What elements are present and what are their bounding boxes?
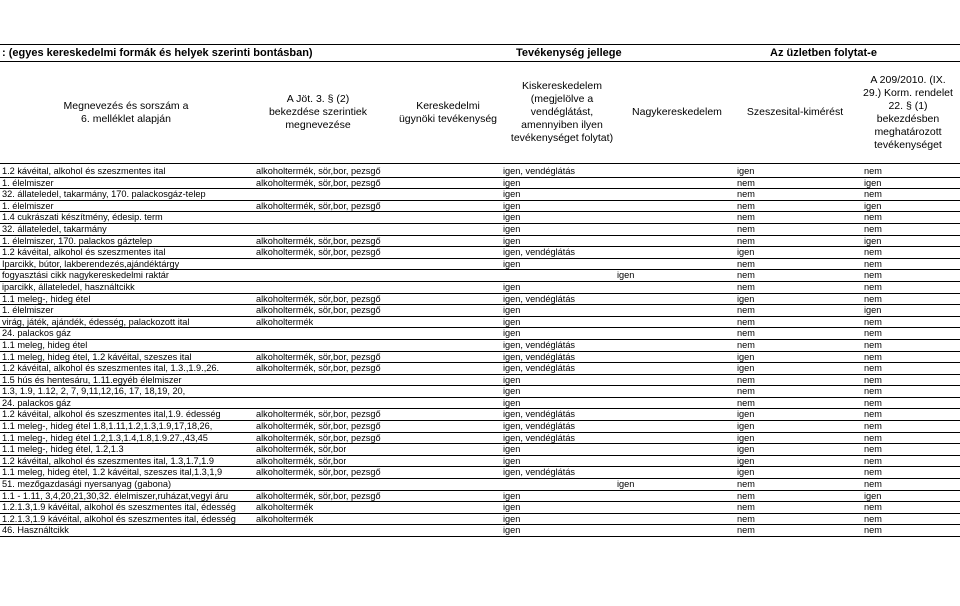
cell-megnevezes: 1.2 kávéital, alkohol és szeszmentes ital: [2, 166, 166, 176]
cell-szeszesital: igen: [737, 455, 755, 466]
cell-kiskereskedelem: igen: [503, 525, 521, 536]
cell-szeszesital: nem: [737, 281, 755, 292]
cell-kiskereskedelem: igen: [503, 258, 521, 269]
cell-szeszesital: nem: [737, 212, 755, 223]
cell-kiskereskedelem: igen, vendéglátás: [503, 339, 576, 350]
cell-megnevezes: 1.1 meleg-, hideg étel: [2, 293, 91, 304]
cell-korm-rendelet: igen: [864, 200, 882, 211]
cell-korm-rendelet: nem: [864, 444, 882, 455]
cell-szeszesital: nem: [737, 235, 755, 246]
cell-korm-rendelet: nem: [864, 166, 882, 176]
cell-kiskereskedelem: igen: [503, 490, 521, 501]
blank-top-area: [0, 0, 960, 44]
cell-szeszesital: nem: [737, 328, 755, 339]
cell-jot: alkoholtermék, sör,bor, pezsgő: [256, 409, 381, 420]
cell-jot: alkoholtermék, sör,bor, pezsgő: [256, 467, 381, 478]
table-row: [0, 398, 960, 410]
cell-nagykereskedelem: igen: [617, 270, 635, 281]
table-row: [0, 409, 960, 421]
cell-kiskereskedelem: igen, vendéglátás: [503, 166, 576, 176]
cell-kiskereskedelem: igen: [503, 200, 521, 211]
cell-megnevezes: 32. állateledel, takarmány: [2, 223, 107, 234]
cell-korm-rendelet: nem: [864, 525, 882, 536]
cell-megnevezes: 1.4 cukrászati készítmény, édesip. term: [2, 212, 163, 223]
cell-korm-rendelet: nem: [864, 421, 882, 432]
table-row: [0, 479, 960, 491]
table-row: [0, 328, 960, 340]
cell-megnevezes: 1. élelmiszer: [2, 305, 54, 316]
table-row: [0, 178, 960, 190]
cell-szeszesital: igen: [737, 363, 755, 374]
cell-megnevezes: 32. állateledel, takarmány, 170. palackosgáz-telep: [2, 189, 206, 200]
cell-kiskereskedelem: igen: [503, 189, 521, 200]
cell-korm-rendelet: nem: [864, 212, 882, 223]
table-row: [0, 467, 960, 479]
cell-kiskereskedelem: igen: [503, 177, 521, 188]
cell-jot: alkoholtermék, sör,bor, pezsgő: [256, 490, 381, 501]
cell-szeszesital: igen: [737, 247, 755, 258]
cell-megnevezes: 1.1 meleg, hideg étel: [2, 339, 88, 350]
cell-megnevezes: 1.2.1.3,1.9 kávéital, alkohol és szeszmentes ital, édesség: [2, 513, 236, 524]
table-row: [0, 236, 960, 248]
cell-kiskereskedelem: igen, vendéglátás: [503, 421, 576, 432]
cell-jot: alkoholtermék: [256, 502, 314, 513]
header-divider: [0, 163, 960, 164]
cell-korm-rendelet: nem: [864, 351, 882, 362]
cell-korm-rendelet: nem: [864, 270, 882, 281]
cell-szeszesital: nem: [737, 316, 755, 327]
table-row: [0, 212, 960, 224]
cell-korm-rendelet: nem: [864, 293, 882, 304]
cell-megnevezes: 1.1 meleg, hideg étel, 1.2 kávéital, szeszes ital,1.3,1,9: [2, 467, 223, 478]
cell-kiskereskedelem: igen: [503, 223, 521, 234]
cell-szeszesital: nem: [737, 258, 755, 269]
header-ugynoki: Kereskedelmi ügynöki tevékenység: [398, 99, 498, 125]
cell-szeszesital: igen: [737, 351, 755, 362]
cell-megnevezes: 1.2 kávéital, alkohol és szeszmentes ital,1.9. édesség: [2, 409, 221, 420]
table-row: [0, 305, 960, 317]
cell-szeszesital: nem: [737, 525, 755, 536]
cell-szeszesital: igen: [737, 166, 755, 176]
table-row: [0, 282, 960, 294]
table-row: [0, 491, 960, 503]
table-row: [0, 514, 960, 526]
table-row: [0, 270, 960, 282]
cell-kiskereskedelem: igen: [503, 386, 521, 397]
cell-korm-rendelet: igen: [864, 235, 882, 246]
cell-kiskereskedelem: igen: [503, 444, 521, 455]
table-row: [0, 340, 960, 352]
cell-jot: alkoholtermék: [256, 513, 314, 524]
cell-szeszesital: nem: [737, 189, 755, 200]
cell-megnevezes: 1.1 meleg-, hideg étel 1.2,1.3,1.4,1.8,1.9.27.,43,45: [2, 432, 208, 443]
cell-szeszesital: igen: [737, 467, 755, 478]
cell-korm-rendelet: nem: [864, 258, 882, 269]
cell-megnevezes: 1.1 meleg, hideg étel, 1.2 kávéital, szeszes ital: [2, 351, 192, 362]
cell-jot: alkoholtermék, sör,bor, pezsgő: [256, 247, 381, 258]
cell-korm-rendelet: nem: [864, 247, 882, 258]
cell-kiskereskedelem: igen: [503, 374, 521, 385]
cell-kiskereskedelem: igen: [503, 212, 521, 223]
cell-korm-rendelet: nem: [864, 281, 882, 292]
cell-megnevezes: 1.1 meleg-, hideg étel 1.8,1.11,1.2,1.3,1.9,17,18,26,: [2, 421, 213, 432]
cell-korm-rendelet: nem: [864, 328, 882, 339]
table-row: [0, 433, 960, 445]
table-row: [0, 525, 960, 537]
cell-megnevezes: 1.2.1.3,1.9 kávéital, alkohol és szeszmentes ital, édesség: [2, 502, 236, 513]
cell-kiskereskedelem: igen, vendéglátás: [503, 432, 576, 443]
cell-kiskereskedelem: igen, vendéglátás: [503, 467, 576, 478]
cell-jot: alkoholtermék: [256, 316, 314, 327]
band-middle-label: Tevékenység jellege: [516, 47, 622, 59]
data-table: [0, 166, 960, 537]
table-row: [0, 386, 960, 398]
cell-korm-rendelet: nem: [864, 223, 882, 234]
cell-megnevezes: fogyasztási cikk nagykereskedelmi raktár: [2, 270, 169, 281]
cell-megnevezes: 1.2 kávéital, alkohol és szeszmentes ital: [2, 247, 166, 258]
cell-jot: alkoholtermék, sör,bor, pezsgő: [256, 363, 381, 374]
cell-jot: alkoholtermék, sör,bor, pezsgő: [256, 305, 381, 316]
cell-kiskereskedelem: igen, vendéglátás: [503, 351, 576, 362]
cell-kiskereskedelem: igen: [503, 513, 521, 524]
table-row: [0, 189, 960, 201]
section-header-band: [0, 44, 960, 62]
cell-szeszesital: nem: [737, 270, 755, 281]
cell-kiskereskedelem: igen: [503, 281, 521, 292]
cell-megnevezes: iparcikk, állateledel, használtcikk: [2, 281, 135, 292]
header-megnevezes: Megnevezés és sorszám a 6. melléklet alapján: [63, 99, 189, 125]
cell-jot: alkoholtermék, sör,bor, pezsgő: [256, 421, 381, 432]
cell-jot: alkoholtermék, sör,bor, pezsgő: [256, 235, 381, 246]
cell-szeszesital: igen: [737, 432, 755, 443]
cell-megnevezes: virág, játék, ajándék, édesség, palackozott ital: [2, 316, 190, 327]
header-szeszesital: Szeszesital-kimérést: [746, 106, 844, 118]
cell-jot: alkoholtermék, sör,bor, pezsgő: [256, 293, 381, 304]
cell-korm-rendelet: nem: [864, 386, 882, 397]
cell-nagykereskedelem: igen: [617, 479, 635, 490]
cell-kiskereskedelem: igen, vendéglátás: [503, 363, 576, 374]
cell-jot: alkoholtermék, sör,bor: [256, 444, 347, 455]
cell-megnevezes: Iparcikk, bútor, lakberendezés,ajándéktárgy: [2, 258, 180, 269]
header-kiskereskedelem: Kiskereskedelem (megjelölve a vendéglátást, amennyiben ilyen tevékenységet folytat): [510, 80, 614, 144]
table-row: [0, 294, 960, 306]
cell-megnevezes: 46. Használtcikk: [2, 525, 69, 536]
cell-szeszesital: nem: [737, 479, 755, 490]
cell-jot: alkoholtermék, sör,bor, pezsgő: [256, 432, 381, 443]
cell-kiskereskedelem: igen: [503, 316, 521, 327]
cell-jot: alkoholtermék, sör,bor, pezsgő: [256, 177, 381, 188]
cell-korm-rendelet: nem: [864, 479, 882, 490]
cell-jot: alkoholtermék, sör,bor, pezsgő: [256, 166, 381, 176]
table-row: [0, 456, 960, 468]
cell-korm-rendelet: nem: [864, 513, 882, 524]
cell-korm-rendelet: igen: [864, 305, 882, 316]
cell-korm-rendelet: nem: [864, 363, 882, 374]
cell-korm-rendelet: nem: [864, 339, 882, 350]
header-jot: A Jöt. 3. § (2) bekezdése szerintiek megnevezése: [268, 93, 368, 131]
cell-szeszesital: nem: [737, 305, 755, 316]
cell-korm-rendelet: igen: [864, 177, 882, 188]
cell-megnevezes: 1.1 meleg-, hideg étel, 1.2,1.3: [2, 444, 124, 455]
cell-kiskereskedelem: igen: [503, 328, 521, 339]
cell-korm-rendelet: nem: [864, 374, 882, 385]
cell-szeszesital: nem: [737, 374, 755, 385]
cell-szeszesital: nem: [737, 223, 755, 234]
cell-megnevezes: 1. élelmiszer: [2, 177, 54, 188]
table-row: [0, 502, 960, 514]
table-row: [0, 166, 960, 178]
cell-megnevezes: 24. palackos gáz: [2, 328, 71, 339]
cell-korm-rendelet: nem: [864, 455, 882, 466]
cell-szeszesital: nem: [737, 339, 755, 350]
cell-jot: alkoholtermék, sör,bor: [256, 455, 347, 466]
cell-szeszesital: nem: [737, 386, 755, 397]
cell-jot: alkoholtermék, sör,bor, pezsgő: [256, 200, 381, 211]
band-left-label: : (egyes kereskedelmi formák és helyek szerinti bontásban): [2, 47, 313, 59]
cell-szeszesital: nem: [737, 490, 755, 501]
cell-kiskereskedelem: igen: [503, 397, 521, 408]
cell-szeszesital: igen: [737, 409, 755, 420]
table-row: [0, 224, 960, 236]
cell-megnevezes: 24. palackos gáz: [2, 397, 71, 408]
cell-kiskereskedelem: igen: [503, 502, 521, 513]
cell-szeszesital: nem: [737, 502, 755, 513]
band-right-label: Az üzletben folytat-e: [770, 47, 877, 59]
cell-kiskereskedelem: igen, vendéglátás: [503, 293, 576, 304]
cell-megnevezes: 1.2 kávéital, alkohol és szeszmentes ital, 1.3.,1.9.,26.: [2, 363, 220, 374]
cell-megnevezes: 1.2 kávéital, alkohol és szeszmentes ital, 1.3,1.7,1.9: [2, 455, 214, 466]
cell-megnevezes: 1.5 hús és hentesáru, 1.11.egyéb élelmiszer: [2, 374, 182, 385]
cell-megnevezes: 1. élelmiszer: [2, 200, 54, 211]
cell-szeszesital: igen: [737, 444, 755, 455]
table-row: [0, 201, 960, 213]
cell-megnevezes: 1.3, 1.9, 1.12, 2, 7, 9,11,12,16, 17, 18,19, 20,: [2, 386, 186, 397]
table-row: [0, 375, 960, 387]
table-row: [0, 247, 960, 259]
cell-szeszesital: igen: [737, 293, 755, 304]
table-row: [0, 444, 960, 456]
table-row: [0, 317, 960, 329]
cell-korm-rendelet: nem: [864, 316, 882, 327]
cell-szeszesital: igen: [737, 421, 755, 432]
cell-korm-rendelet: nem: [864, 409, 882, 420]
cell-korm-rendelet: nem: [864, 502, 882, 513]
cell-kiskereskedelem: igen: [503, 235, 521, 246]
cell-szeszesital: nem: [737, 397, 755, 408]
cell-korm-rendelet: nem: [864, 189, 882, 200]
table-row: [0, 421, 960, 433]
cell-megnevezes: 1.1 - 1.11, 3,4,20,21,30,32. élelmiszer,ruházat,vegyi áru: [2, 490, 229, 501]
table-row: [0, 352, 960, 364]
table-row: [0, 259, 960, 271]
cell-korm-rendelet: nem: [864, 397, 882, 408]
cell-kiskereskedelem: igen: [503, 305, 521, 316]
header-nagykereskedelem: Nagykereskedelem: [632, 106, 722, 118]
table-row: [0, 363, 960, 375]
cell-szeszesital: nem: [737, 513, 755, 524]
cell-kiskereskedelem: igen: [503, 455, 521, 466]
cell-korm-rendelet: igen: [864, 490, 882, 501]
cell-jot: alkoholtermék, sör,bor, pezsgő: [256, 351, 381, 362]
cell-kiskereskedelem: igen, vendéglátás: [503, 409, 576, 420]
cell-megnevezes: 1. élelmiszer, 170. palackos gáztelep: [2, 235, 153, 246]
cell-megnevezes: 51. mezőgazdasági nyersanyag (gabona): [2, 479, 172, 490]
cell-korm-rendelet: nem: [864, 467, 882, 478]
column-headers: [0, 62, 960, 163]
header-korm-rendelet: A 209/2010. (IX. 29.) Korm. rendelet 22. § (1) bekezdésben meghatározott tevékenységet: [863, 73, 953, 151]
cell-kiskereskedelem: igen, vendéglátás: [503, 247, 576, 258]
cell-korm-rendelet: nem: [864, 432, 882, 443]
cell-szeszesital: nem: [737, 200, 755, 211]
cell-szeszesital: nem: [737, 177, 755, 188]
